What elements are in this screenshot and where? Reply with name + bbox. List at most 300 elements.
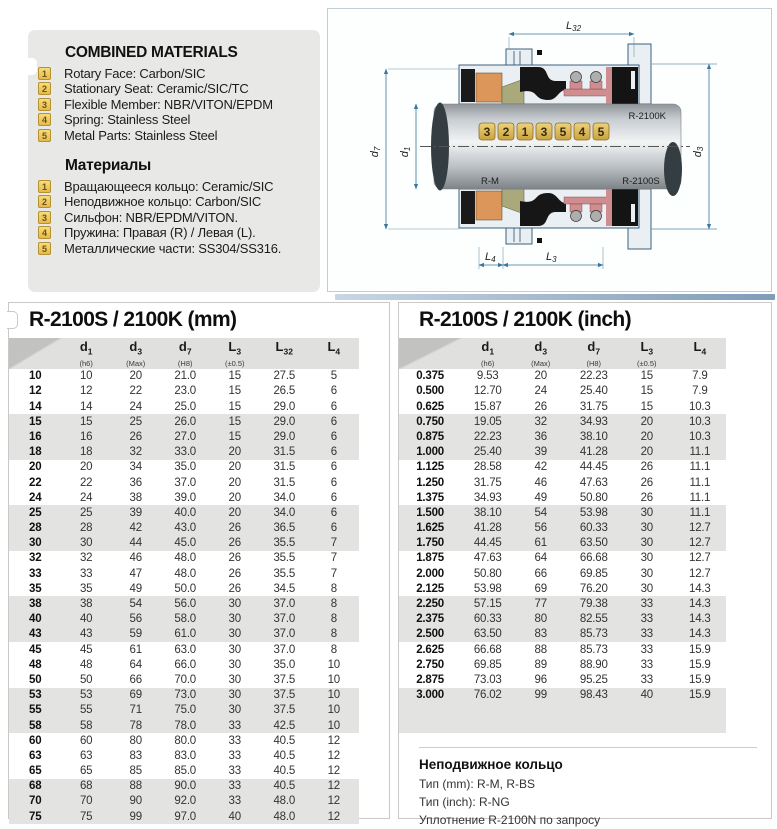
row-size-label: 50	[29, 673, 42, 686]
column-header: $d_1$ (h6)	[61, 338, 111, 369]
table-cell: 10.3	[689, 415, 711, 428]
material-item	[38, 180, 320, 192]
table-cell: 20	[640, 415, 653, 428]
row-size-label: 2.500	[416, 628, 444, 641]
column-header: $L_3$ (±0.5)	[620, 338, 673, 369]
table-cell: 26	[640, 461, 653, 474]
row-size-label: 2.625	[416, 643, 444, 656]
table-cell: 20	[228, 491, 241, 504]
note-line-type-inch: Тип (inch): R-NG	[419, 795, 510, 810]
part-tag	[517, 123, 533, 140]
table-cell: 31.75	[579, 400, 608, 413]
table-cell: 44.45	[473, 537, 502, 550]
row-size-label: 2.750	[416, 658, 444, 671]
svg-text:4: 4	[578, 125, 586, 139]
table-cell: 37.0	[273, 628, 296, 641]
table-row	[399, 384, 726, 399]
table-cell: 35	[79, 582, 93, 595]
item-number-badge: 3	[38, 98, 51, 111]
part-tag	[574, 123, 590, 140]
table-cell: 8	[330, 598, 337, 610]
row-size-label: 0.875	[416, 430, 444, 443]
table-cell	[620, 703, 673, 718]
table-row	[399, 414, 726, 429]
table-cell: 95.25	[579, 673, 608, 686]
table-cell: 12	[327, 795, 340, 808]
table-corner-cell	[9, 338, 61, 369]
dim-label-l32: L32	[566, 20, 582, 33]
table-cell: 63.0	[174, 643, 197, 656]
table-cell: 27.5	[273, 370, 296, 383]
table-cell	[461, 718, 514, 733]
inch-dimension-table	[399, 338, 726, 733]
dim-label-d3: d3	[692, 146, 705, 158]
item-number-badge: 2	[38, 82, 51, 95]
row-size-label: 70	[29, 795, 42, 808]
svg-text:2: 2	[502, 125, 510, 139]
seal-assembly-top	[459, 44, 717, 104]
table-cell	[514, 718, 567, 733]
table-cell: 6	[330, 491, 337, 504]
table-cell: 73.03	[473, 673, 502, 686]
dim-label-d1: d1	[399, 146, 412, 158]
table-cell: 69	[534, 582, 547, 595]
table-row	[9, 460, 359, 475]
table-cell: 42.5	[273, 719, 296, 732]
table-row	[9, 551, 359, 566]
table-cell: 31.5	[273, 476, 296, 489]
table-cell: 18	[79, 446, 93, 459]
table-cell: 33	[640, 643, 653, 656]
table-cell: 60	[79, 734, 93, 747]
table-cell: 35.5	[273, 567, 296, 580]
row-size-label: 24	[29, 491, 42, 504]
table-cell: 66.0	[174, 658, 197, 671]
table-cell: 6	[330, 415, 337, 428]
table-cell: 10	[327, 719, 340, 732]
table-cell: 8	[330, 613, 337, 626]
table-cell: 78.0	[174, 719, 197, 732]
row-size-label: 22	[29, 476, 42, 489]
row-size-label: 35	[29, 582, 42, 595]
note-line-type-mm: Тип (mm): R-M, R-BS	[419, 777, 535, 792]
table-cell: 15.9	[689, 643, 711, 656]
table-cell: 55	[79, 704, 93, 717]
table-cell: 14.3	[689, 613, 711, 626]
table-cell: 30	[228, 628, 241, 641]
materials-title-ru: Материалы	[65, 157, 151, 174]
row-size-label: 0.375	[416, 370, 444, 383]
table-cell: 44	[129, 537, 142, 550]
stationary-seat-part	[476, 73, 502, 102]
table-cell: 12	[327, 734, 340, 747]
row-size-label: 15	[29, 415, 42, 428]
column-header: $L_4$	[309, 338, 359, 369]
table-cell: 11.1	[689, 461, 711, 474]
table-cell: 37.5	[273, 704, 296, 717]
table-row	[9, 429, 359, 444]
row-size-label: 25	[29, 506, 42, 519]
table-row	[399, 445, 726, 460]
table-cell: 50.80	[579, 491, 608, 504]
row-size-label: 2.375	[416, 613, 444, 626]
row-size-label: 3.000	[416, 689, 444, 702]
table-cell: 8	[330, 628, 337, 641]
table-row	[399, 718, 726, 733]
table-cell: 30	[79, 537, 93, 550]
table-cell: 30	[228, 673, 241, 686]
table-cell: 8	[330, 582, 337, 595]
mm-table-title: R-2100S / 2100K (mm)	[29, 308, 237, 331]
row-size-label: 0.500	[416, 385, 444, 398]
table-row	[399, 505, 726, 520]
spring-coil	[591, 72, 602, 83]
table-cell: 34.0	[273, 491, 296, 504]
table-cell: 10	[327, 704, 340, 717]
table-cell: 43.0	[174, 522, 197, 535]
table-cell: 54	[129, 598, 142, 610]
table-cell: 92.0	[174, 795, 197, 808]
table-cell: 12.7	[689, 552, 711, 565]
table-cell: 42	[129, 522, 142, 535]
table-cell: 26	[228, 582, 241, 595]
table-row	[9, 505, 359, 520]
mm-table-panel	[8, 302, 390, 823]
table-cell	[567, 718, 620, 733]
table-cell: 25	[79, 506, 93, 519]
table-cell: 30	[640, 567, 653, 580]
table-cell: 75.0	[174, 704, 197, 717]
table-cell: 6	[330, 400, 337, 413]
note-line-on-request: Уплотнение R-2100N по запросу	[419, 813, 601, 828]
table-cell: 40	[228, 810, 241, 823]
table-cell: 65	[79, 765, 93, 778]
table-cell: 36	[534, 430, 547, 443]
inch-table-panel	[398, 302, 772, 828]
table-row	[9, 596, 359, 611]
table-cell: 9.53	[476, 370, 499, 383]
table-cell: 58.0	[174, 613, 197, 626]
table-cell: 38	[79, 598, 93, 610]
table-cell: 61.0	[174, 628, 197, 641]
table-cell: 20	[79, 461, 93, 474]
column-header: $L_4$	[673, 338, 726, 369]
table-cell: 28.58	[473, 461, 502, 474]
table-cell: 44.45	[579, 461, 608, 474]
table-cell: 64	[534, 552, 547, 565]
row-size-label: 18	[29, 446, 42, 459]
table-cell: 12.70	[473, 385, 502, 398]
table-cell: 10	[79, 370, 93, 383]
table-cell: 36	[129, 476, 142, 489]
table-cell: 30	[228, 704, 241, 717]
row-size-label: 68	[29, 780, 42, 793]
table-cell: 99	[129, 810, 142, 823]
table-cell	[567, 703, 620, 718]
table-cell: 33	[228, 765, 241, 778]
mm-dimension-table	[9, 338, 359, 824]
table-cell: 8	[330, 643, 337, 656]
table-row	[9, 779, 359, 794]
table-cell: 47.63	[473, 552, 502, 565]
table-cell: 85	[129, 765, 142, 778]
table-row	[9, 520, 359, 535]
table-cell: 15	[228, 430, 241, 443]
table-cell: 15.9	[689, 673, 711, 686]
table-cell: 33	[640, 658, 653, 671]
table-cell: 41.28	[473, 522, 502, 535]
table-cell: 48.0	[174, 552, 197, 565]
table-row	[399, 566, 726, 581]
table-cell: 45.0	[174, 537, 197, 550]
table-cell: 61	[534, 537, 547, 550]
table-row	[9, 672, 359, 687]
table-cell: 34	[129, 461, 142, 474]
table-cell: 11.1	[689, 476, 711, 489]
row-size-label: 12	[29, 385, 42, 398]
table-row	[9, 688, 359, 703]
set-screw-dot	[537, 50, 542, 55]
table-row	[399, 688, 726, 703]
retainer-part	[461, 69, 475, 102]
table-cell: 31.5	[273, 461, 296, 474]
table-cell: 20	[640, 430, 653, 443]
table-cell: 70	[79, 795, 93, 808]
spring-coil	[571, 72, 582, 83]
column-header: $d_7$ (H8)	[160, 338, 210, 369]
table-cell: 25.0	[174, 400, 197, 413]
table-cell: 85.73	[579, 628, 608, 641]
table-cell: 34.5	[273, 582, 296, 595]
table-cell: 39	[129, 506, 142, 519]
table-row	[399, 369, 726, 384]
table-cell: 27.0	[174, 430, 197, 443]
row-size-label: 20	[29, 461, 42, 474]
table-cell: 85.0	[174, 765, 197, 778]
table-cell: 73.0	[174, 689, 197, 702]
table-row	[9, 475, 359, 490]
row-size-label: 28	[29, 522, 42, 535]
table-row	[9, 703, 359, 718]
table-cell: 15	[640, 370, 653, 383]
table-cell: 6	[330, 385, 337, 398]
table-cell: 71	[129, 704, 142, 717]
table-cell: 25.40	[579, 385, 608, 398]
material-item-text: Rotary Face: Carbon/SIC	[64, 65, 206, 81]
table-cell: 34.0	[273, 506, 296, 519]
table-cell: 60.33	[579, 522, 608, 535]
table-cell: 14.3	[689, 598, 711, 610]
row-size-label: 65	[29, 765, 42, 778]
table-row	[9, 612, 359, 627]
elastomer-strip	[606, 67, 612, 104]
table-cell: 10	[327, 658, 340, 671]
table-cell: 26	[228, 537, 241, 550]
table-cell: 77	[534, 598, 547, 610]
table-cell: 22.23	[473, 430, 502, 443]
table-cell: 33	[228, 749, 241, 762]
material-item-text: Flexible Member: NBR/VITON/EPDM	[64, 96, 273, 112]
dimension-l4-l3	[479, 247, 603, 269]
table-cell: 25.40	[473, 446, 502, 459]
table-cell: 26	[640, 476, 653, 489]
table-cell: 37.5	[273, 689, 296, 702]
part-tag	[498, 123, 514, 140]
table-cell: 15	[79, 415, 93, 428]
table-cell: 49	[534, 491, 547, 504]
table-cell: 60.33	[473, 613, 502, 626]
table-cell: 56.0	[174, 598, 197, 610]
table-cell: 98.43	[579, 689, 608, 702]
table-cell: 90.0	[174, 780, 197, 793]
part-tag	[479, 123, 495, 140]
table-cell: 30	[640, 506, 653, 519]
table-cell: 20	[228, 506, 241, 519]
table-cell: 32	[129, 446, 142, 459]
table-cell: 33	[640, 598, 653, 610]
table-cell: 50.80	[473, 567, 502, 580]
table-row	[9, 384, 359, 399]
table-cell: 37.0	[273, 613, 296, 626]
table-cell: 16	[79, 430, 93, 443]
table-cell: 99	[534, 689, 547, 702]
table-header-row	[399, 338, 726, 369]
table-cell: 10	[327, 673, 340, 686]
table-cell: 83	[534, 628, 547, 641]
accent-divider-bar	[335, 294, 775, 300]
table-cell: 26	[228, 552, 241, 565]
table-row	[399, 460, 726, 475]
table-cell: 33	[228, 795, 241, 808]
table-cell: 35.5	[273, 537, 296, 550]
table-cell: 33	[228, 780, 241, 793]
row-size-label: 63	[29, 749, 42, 762]
table-cell: 38.10	[579, 430, 608, 443]
table-row	[9, 566, 359, 581]
table-cell: 7	[330, 537, 337, 550]
table-cell: 33	[228, 734, 241, 747]
material-item	[38, 83, 320, 95]
table-cell: 29.0	[273, 415, 296, 428]
row-size-label: 2.250	[416, 598, 444, 610]
table-cell: 31.5	[273, 446, 296, 459]
table-cell: 14	[79, 400, 93, 413]
table-cell: 39.0	[174, 491, 197, 504]
table-header-row	[9, 338, 359, 369]
table-cell: 43	[79, 628, 93, 641]
table-row	[399, 429, 726, 444]
table-cell: 59	[129, 628, 142, 641]
table-cell: 19.05	[473, 415, 502, 428]
table-cell: 40.0	[174, 506, 197, 519]
table-cell: 30	[228, 689, 241, 702]
table-cell: 15	[228, 400, 241, 413]
table-cell: 22.23	[579, 370, 608, 383]
table-cell: 37.0	[273, 643, 296, 656]
row-size-label: 1.000	[416, 446, 444, 459]
table-cell: 69.85	[473, 658, 502, 671]
table-cell: 33	[640, 628, 653, 641]
table-cell: 90	[129, 795, 142, 808]
row-size-label: 1.125	[416, 461, 444, 474]
table-row	[9, 581, 359, 596]
table-cell: 12.7	[689, 567, 711, 580]
table-cell: 63.50	[579, 537, 608, 550]
table-cell: 24	[129, 400, 142, 413]
table-cell: 53.98	[579, 506, 608, 519]
table-cell: 23.0	[174, 385, 197, 398]
table-row	[9, 642, 359, 657]
table-cell: 15.87	[473, 400, 502, 413]
table-cell: 6	[330, 446, 337, 459]
table-row	[399, 612, 726, 627]
table-cell: 56	[129, 613, 142, 626]
table-cell	[673, 718, 726, 733]
svg-text:3: 3	[540, 125, 548, 139]
table-row	[399, 536, 726, 551]
part-tag	[593, 123, 609, 140]
table-row	[9, 445, 359, 460]
table-cell: 78	[129, 719, 142, 732]
table-cell: 30	[640, 537, 653, 550]
materials-list-en	[38, 67, 320, 141]
row-size-label: 33	[29, 567, 42, 580]
table-cell: 11.1	[689, 491, 711, 504]
material-item-text: Вращающееся кольцо: Ceramic/SIC	[64, 178, 274, 194]
table-cell: 12	[327, 810, 340, 823]
table-cell: 29.0	[273, 430, 296, 443]
table-cell: 11.1	[689, 446, 711, 459]
table-cell: 14.3	[689, 628, 711, 641]
table-cell: 56	[534, 522, 547, 535]
table-cell: 20	[534, 370, 547, 383]
material-item	[38, 67, 320, 79]
material-item-text: Сильфон: NBR/EPDM/VITON.	[64, 209, 238, 225]
table-cell: 20	[228, 446, 241, 459]
row-size-label: 43	[29, 628, 42, 641]
row-size-label: 0.625	[416, 400, 444, 413]
table-cell: 61	[129, 643, 142, 656]
table-cell: 32	[79, 552, 93, 565]
table-cell: 34.93	[473, 491, 502, 504]
table-row	[9, 399, 359, 414]
table-cell	[514, 703, 567, 718]
material-item	[38, 211, 320, 223]
table-cell: 5	[330, 370, 337, 383]
table-cell: 38	[129, 491, 142, 504]
table-row	[399, 581, 726, 596]
item-number-badge: 5	[38, 129, 51, 142]
table-row	[399, 596, 726, 611]
material-item-text: Metal Parts: Stainless Steel	[64, 127, 218, 143]
table-cell: 6	[330, 461, 337, 474]
table-cell: 12	[79, 385, 93, 398]
svg-text:1: 1	[521, 125, 529, 139]
table-cell	[673, 703, 726, 718]
material-item-text: Неподвижное кольцо: Carbon/SIC	[64, 194, 262, 209]
table-cell: 47.63	[579, 476, 608, 489]
table-corner-cell	[399, 338, 461, 369]
table-cell: 15	[228, 370, 241, 383]
table-cell: 30	[228, 613, 241, 626]
table-cell: 83.0	[174, 749, 197, 762]
table-cell: 64	[129, 658, 142, 671]
table-cell: 53.98	[473, 582, 502, 595]
material-item	[38, 242, 320, 254]
row-size-label: 75	[29, 810, 42, 823]
table-row	[9, 763, 359, 778]
shaft-break-right	[664, 142, 682, 196]
